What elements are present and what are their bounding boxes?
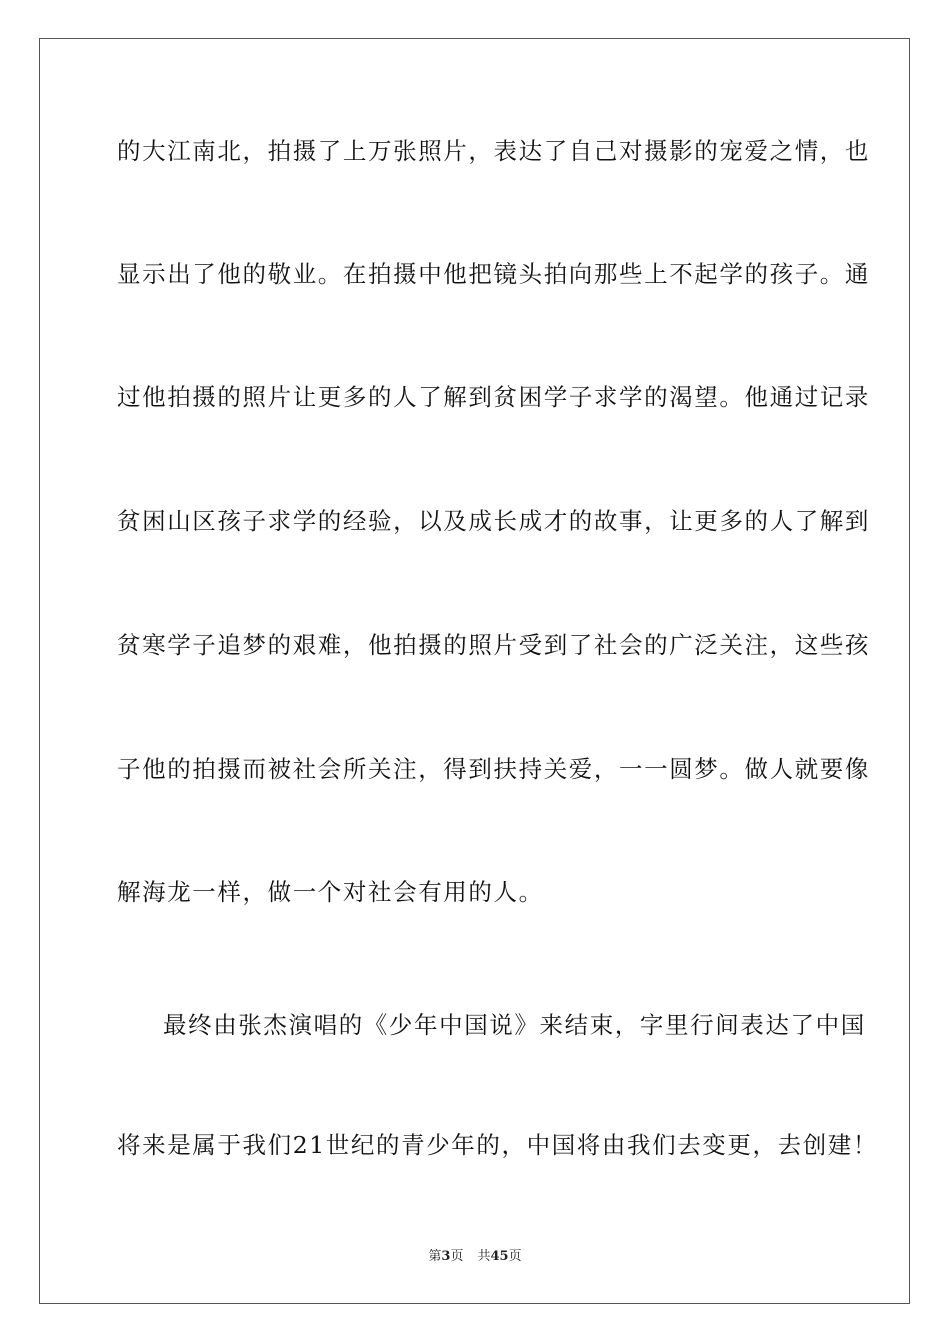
page-prefix: 第 — [428, 1249, 442, 1264]
paragraph-2-line-1: 最终由张杰演唱的《少年中国说》来结束，字里行间表达了中国 — [163, 1011, 866, 1039]
page-suffix: 页 — [450, 1249, 464, 1264]
body-line-1: 的大江南北，拍摄了上万张照片，表达了自己对摄影的宠爱之情，也 — [117, 137, 870, 165]
page-footer — [0, 1248, 950, 1266]
body-line-3: 过他拍摄的照片让更多的人了解到贫困学子求学的渴望。他通过记录 — [117, 383, 870, 411]
paragraph-2-line-2: 将来是属于我们21世纪的青少年的，中国将由我们去变更，去创建！ — [117, 1131, 879, 1159]
total-pages: 45 — [490, 1249, 509, 1264]
body-line-7: 解海龙一样，做一个对社会有用的人。 — [117, 878, 544, 906]
page-border — [39, 38, 910, 1304]
total-prefix: 共 — [477, 1249, 491, 1264]
page-number: 3 — [441, 1249, 451, 1264]
total-suffix: 页 — [508, 1249, 522, 1264]
body-line-6: 子他的拍摄而被社会所关注，得到扶持关爱，一一圆梦。做人就要像 — [117, 755, 870, 783]
body-line-5: 贫寒学子追梦的艰难，他拍摄的照片受到了社会的广泛关注，这些孩 — [117, 631, 870, 659]
body-line-4: 贫困山区孩子求学的经验，以及成长成才的故事，让更多的人了解到 — [117, 507, 870, 535]
body-line-2: 显示出了他的敬业。在拍摄中他把镜头拍向那些上不起学的孩子。通 — [117, 260, 870, 288]
